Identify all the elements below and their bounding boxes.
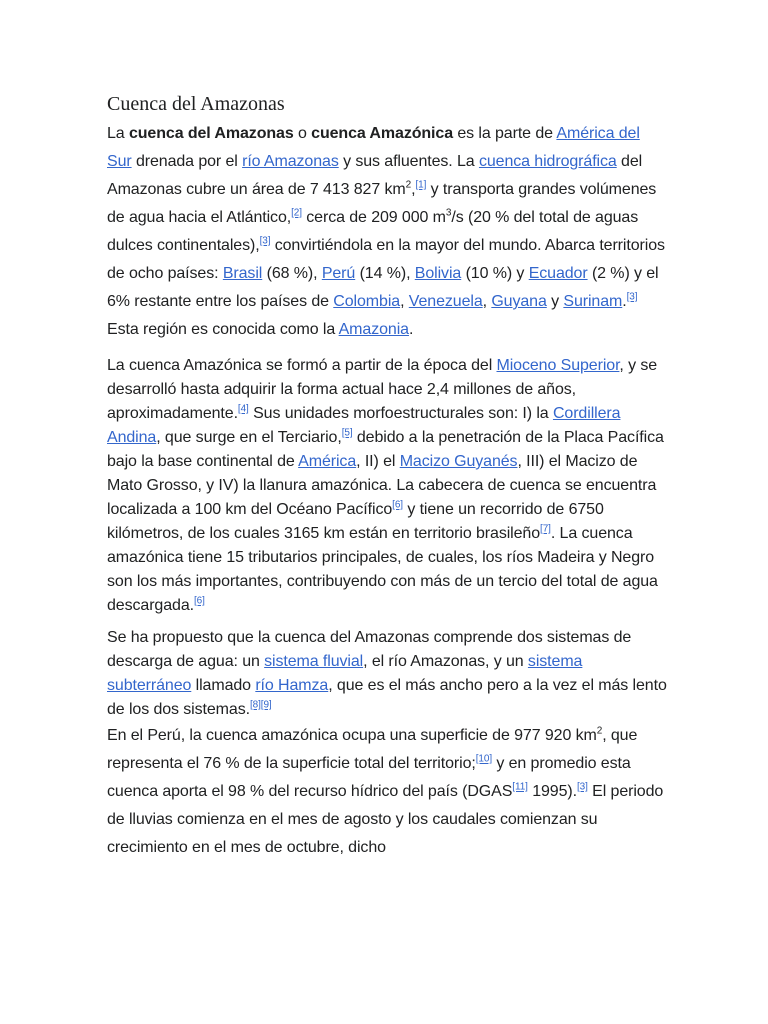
link-brasil[interactable]: Brasil — [222, 265, 263, 282]
link-macizo-guyanes[interactable]: Macizo Guyanés — [399, 453, 518, 470]
link-mioceno-superior[interactable]: Mioceno Superior — [496, 357, 620, 374]
ref-link[interactable]: [4] — [237, 403, 249, 415]
paragraph-peru: En el Perú, la cuenca amazónica ocupa una superficie de 977 920 $km^2$, que representa el 76 % de la superficie total del territorio;[10] y en promedio esta cuenca aporta el 98 % del recurso hídrico del país (DGAS[11] 1995).[3] El periodo de lluvias comienza en el mes de agosto y los caudales comienzan su crecimiento en el mes de octubre, dicho — [107, 725, 664, 856]
link-sistema-subterraneo[interactable]: sistema subterráneo — [107, 653, 583, 694]
ref-link[interactable]: [7] — [540, 523, 551, 535]
link-peru[interactable]: Perú — [321, 265, 356, 282]
link-ecuador[interactable]: Ecuador — [528, 265, 588, 282]
ref-link[interactable]: [10] — [475, 753, 493, 765]
superscript: 2 — [596, 725, 603, 737]
link-colombia[interactable]: Colombia — [333, 293, 401, 310]
link-amazonia[interactable]: Amazonia — [338, 321, 409, 338]
ref-link[interactable]: [3] — [626, 291, 638, 303]
article — [107, 90, 667, 862]
ref-link[interactable]: [8] — [249, 699, 261, 711]
link-sistema-fluvial[interactable]: sistema fluvial — [264, 653, 364, 670]
ref-link[interactable]: [3] — [576, 781, 588, 793]
ref-link[interactable]: [9] — [260, 699, 272, 711]
ref-link[interactable]: [3] — [259, 235, 271, 247]
ref-link[interactable]: [6] — [392, 499, 403, 511]
ref-link[interactable]: [2] — [291, 207, 302, 219]
bold-term: cuenca del Amazonas — [128, 125, 294, 142]
ref-link[interactable]: [1] — [415, 179, 427, 191]
link-america-del-sur[interactable]: América del Sur — [107, 125, 640, 170]
link-america[interactable]: América — [298, 453, 357, 470]
paragraph-intro: La cuenca del Amazonas o cuenca Amazónica es la parte de América del Sur drenada por el río Amazonas y sus afluentes. La cuenca hidrográfica del Amazonas cubre un área de 7 413 827 $km^2,[1]$ y transporta grandes volúmenes de agua hacia el Atlántico,[2] cerca de 209 000 $m^3/s$ (20 % del total de aguas dulces continentales),[3] convirtiéndola en la mayor del mundo. Abarca territorios de ocho países: Brasil (68 %), Perú (14 %), Bolivia (10 %) y Ecuador (2 %) y el 6% restante entre los países de Colombia, Venezuela, Guyana y Surinam.[3] Esta región es conocida como la Amazonia. — [107, 125, 665, 338]
page-title: Cuenca del Amazonas — [107, 93, 285, 115]
ref-link[interactable]: [5] — [341, 427, 353, 439]
link-guyana[interactable]: Guyana — [491, 293, 547, 310]
link-rio-amazonas[interactable]: río Amazonas — [242, 153, 339, 170]
ref-link[interactable]: [6] — [193, 595, 205, 607]
superscript: 3 — [445, 207, 452, 219]
superscript: 2 — [405, 179, 412, 191]
link-surinam[interactable]: Surinam — [563, 293, 623, 310]
link-cordillera-andina[interactable]: Cordillera Andina — [107, 405, 621, 446]
ref-link[interactable]: [11] — [512, 781, 528, 793]
bold-term: cuenca Amazónica — [311, 125, 454, 142]
link-cuenca-hidrografica[interactable]: cuenca hidrográfica — [478, 153, 617, 170]
link-venezuela[interactable]: Venezuela — [408, 293, 483, 310]
link-rio-hamza[interactable]: río Hamza — [255, 677, 329, 694]
paragraph-systems: Se ha propuesto que la cuenca del Amazonas comprende dos sistemas de descarga de agua: un sistema fluvial, el río Amazonas, y un sistema subterráneo llamado río Hamza, que es el más ancho pero a la vez el más lento de los dos sistemas.[8][9] — [107, 629, 667, 718]
paragraph-formation: La cuenca Amazónica se formó a partir de la época del Mioceno Superior, y se desarrolló hasta adquirir la forma actual hace 2,4 millones de años, aproximadamente.[4] Sus unidades morfoestructurales son: I) la Cordillera Andina, que surge en el Terciario,[5] debido a la penetración de la Placa Pacífica bajo la base continental de América, II) el Macizo Guyanés, III) el Macizo de Mato Grosso, y IV) la llanura amazónica. La cabecera de cuenca se encuentra localizada a 100 km del Océano Pacífico[6] y tiene un recorrido de 6750 kilómetros, de los cuales 3165 km están en territorio brasileño[7]. La cuenca amazónica tiene 15 tributarios principales, de cuales, los ríos Madeira y Negro son los más importantes, contribuyendo con más de un tercio del total de agua descargada.[6] — [107, 357, 664, 614]
link-bolivia[interactable]: Bolivia — [414, 265, 462, 282]
